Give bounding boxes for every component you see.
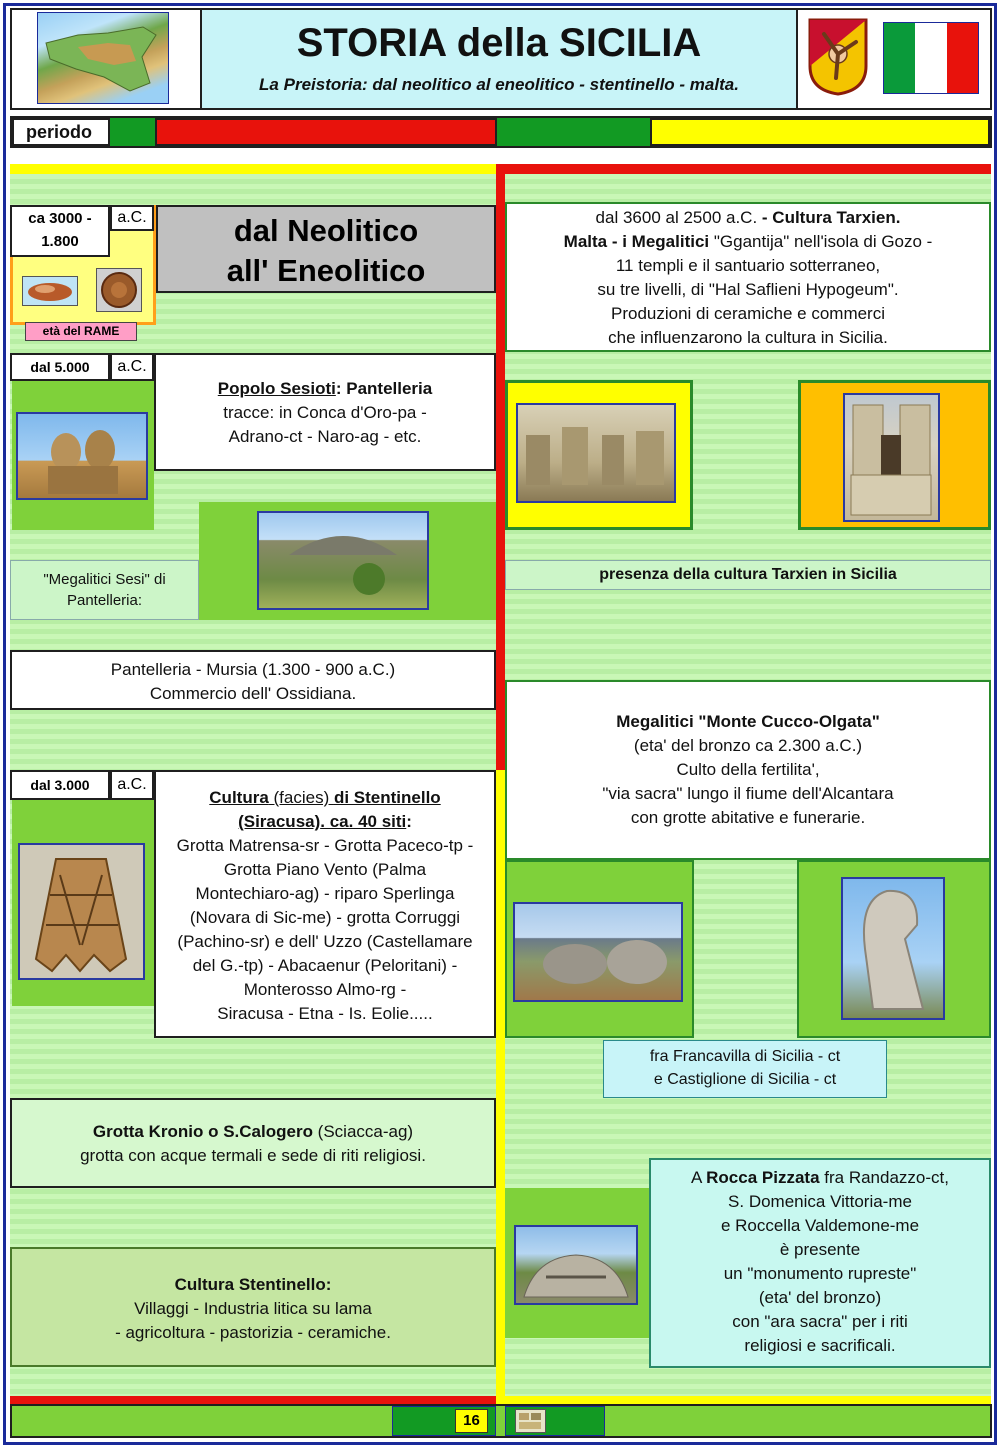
stentinello-site-line: Monterosso Almo-rg - [243,980,407,999]
rocca-place: fra Randazzo-ct, [819,1168,949,1187]
malta-culture: - Cultura Tarxien. [761,208,901,227]
stentinello-title-c: di Stentinello [333,788,441,807]
footer-stripe-right [505,1396,991,1404]
stone-tool-icon [23,277,77,305]
rocca-prefix: A [691,1168,707,1187]
heading-line-1: dal Neolitico [233,213,419,248]
date-from-5000: dal 5.000 [10,353,110,381]
rocca-title: Rocca Pizzata [706,1168,820,1187]
sesi-caption [10,560,199,620]
sesi-dome-icon [259,513,427,608]
sicily-map-icon [38,13,168,103]
sesioti-line-1: tracce: in Conca d'Oro-pa - [223,403,427,422]
trinacria-icon [806,16,870,96]
sesioti-place: : Pantelleria [335,379,433,398]
period-label: periodo [12,118,110,146]
rocca-line-6: (eta' del bronzo) [758,1288,882,1307]
section-heading [156,205,496,293]
malta-line-3: 11 templi e il santuario sotterraneo, [615,256,881,275]
cucco-line-2: (eta' del bronzo ca 2.300 a.C.) [633,736,863,755]
mursia-box [10,650,496,710]
cucco-box [505,680,991,860]
sesioti-text-box [154,353,496,471]
footer-bar [10,1404,992,1438]
tarxien-caption: presenza della cultura Tarxien in Sicilia [505,560,991,590]
malta-dates: dal 3600 al 2500 a.C. [595,208,762,227]
page-number: 16 [455,1409,488,1433]
stentinello-title-d: (Siracusa) [238,812,321,831]
cucco-line-3: Culto della fertilita', [676,760,820,779]
mursia-line-1: Pantelleria - Mursia (1.300 - 900 a.C.) [110,660,396,679]
cultura-line-2: - agricoltura - pastorizia - ceramiche. [115,1323,391,1342]
date-range-end: 1.800 [41,233,79,250]
francavilla-line-1: fra Francavilla di Sicilia - ct [649,1048,841,1065]
italian-flag [883,22,979,94]
cucco-line-5: con grotte abitative e funerarie. [630,808,866,827]
sesi-caption-line-1: "Megalitici Sesi" di [43,571,166,588]
column-divider-red [496,164,505,770]
stentinello-text-box [154,770,496,1038]
rocca-line-5: un "monumento rupreste" [723,1264,917,1283]
stentinello-site-line: (Novara di Sic-me) - grotta Corruggi [189,908,461,927]
date-range-box [10,205,110,257]
pottery-vase-icon [20,845,143,978]
cultura-line-1: Villaggi - Industria litica su lama [134,1299,372,1318]
malta-line-5: Produzioni di ceramiche e commerci [611,304,885,323]
date-range-start: ca 3000 - [28,210,92,227]
stone-figures-icon [18,414,146,498]
date-unit-5000: a.C. [110,353,154,381]
stentinello-title-a: Cultura [209,788,269,807]
francavilla-line-2: e Castiglione di Sicilia - ct [653,1071,837,1088]
sesi-megalith-photo [257,511,429,610]
hypogeum-photo [843,393,940,522]
sesi-caption-line-2: Pantelleria: [66,592,143,609]
column-divider-yellow [496,770,505,1404]
rocca-line-8: religiosi e sacrificali. [744,1336,896,1355]
sesioti-title: Popolo Sesioti [217,379,336,398]
date-unit-3000: a.C. [110,770,154,800]
stentinello-title-b: (facies) [268,788,334,807]
artifact-photo-shell [22,276,78,306]
cultura-box [10,1247,496,1367]
kronio-place: (Sciacca-ag) [312,1122,414,1141]
sicily-map-thumbnail [37,12,169,104]
stentinello-title-e: . ca. 40 siti [320,812,407,831]
page-subtitle: La Preistoria: dal neolitico al eneolitico - stentinello - malta. [259,75,739,94]
boulders-icon [515,904,681,1000]
malta-ggantija: "Ggantija" nell'isola di Gozo - [709,232,933,251]
rock-altar-icon [516,1227,636,1303]
cucco-title: Megalitici "Monte Cucco-Olgata" [616,712,880,731]
malta-megalitici: Malta - i Megalitici [563,232,710,251]
kronio-box [10,1098,496,1188]
stone-monolith-photo [841,877,945,1020]
malta-line-4: su tre livelli, di "Hal Saflieni Hypogeum". [597,280,899,299]
cucco-line-4: "via sacra" lungo il fiume dell'Alcantara [602,784,894,803]
francavilla-caption [603,1040,887,1098]
kronio-title: Grotta Kronio o S.Calogero [92,1122,313,1141]
kronio-line-2: grotta con acque termali e sede di riti religiosi. [80,1146,426,1165]
artifact-photo-disc [96,268,142,312]
cultura-title: Cultura Stentinello: [174,1275,332,1294]
stentinello-title-f: : [406,812,412,831]
footer-stripe-left [10,1396,496,1404]
rocca-box [649,1158,991,1368]
mosaic-icon [516,1410,545,1432]
copper-age-badge: età del RAME [25,322,137,341]
malta-box [505,202,991,352]
malta-temple-photo [516,403,676,503]
sesioti-line-2: Adrano-ct - Naro-ag - etc. [228,427,422,446]
rocca-line-7: con "ara sacra" per i riti [732,1312,908,1331]
stentinello-vase-photo [18,843,145,980]
stentinello-site-line: Grotta Matrensa-sr - Grotta Paceco-tp - [176,836,474,855]
temple-ruins-icon [518,405,674,501]
rocca-altar-photo [514,1225,638,1305]
bronze-disc-icon [97,269,141,311]
megalith-doorway-icon [845,395,938,520]
malta-line-6: che influenzarono la cultura in Sicilia. [608,328,888,347]
rocca-line-2: S. Domenica Vittoria-me [728,1192,912,1211]
stentinello-site-line: (Pachino-sr) e dell' Uzzo (Castellamare [177,932,473,951]
date-from-3000: dal 3.000 [10,770,110,800]
stentinello-site-line: del G.-tp) - Abacaenur (Peloritani) - [192,956,458,975]
period-red-swatch [155,118,497,146]
stentinello-site-line: Siracusa - Etna - Is. Eolie..... [217,1004,433,1023]
stentinello-site-line: Montechiaro-ag) - riparo Sperlinga [195,884,455,903]
footer-thumbnail[interactable] [515,1409,546,1433]
period-yellow-swatch [650,118,990,146]
monolith-icon [843,879,943,1018]
page-title: STORIA della SICILIA [296,21,702,65]
rocca-line-4: è presente [779,1240,861,1259]
date-unit-box: a.C. [110,205,154,231]
mursia-line-2: Commercio dell' Ossidiana. [149,684,357,703]
rocca-line-3: e Roccella Valdemone-me [720,1216,920,1235]
title-panel [200,8,798,110]
heading-line-2: all' Eneolitico [226,253,426,288]
stentinello-site-line: Grotta Piano Vento (Palma [223,860,427,879]
sicily-coat-of-arms [806,16,870,96]
etna-megalith-photo [513,902,683,1002]
sesioti-statues-photo [16,412,148,500]
